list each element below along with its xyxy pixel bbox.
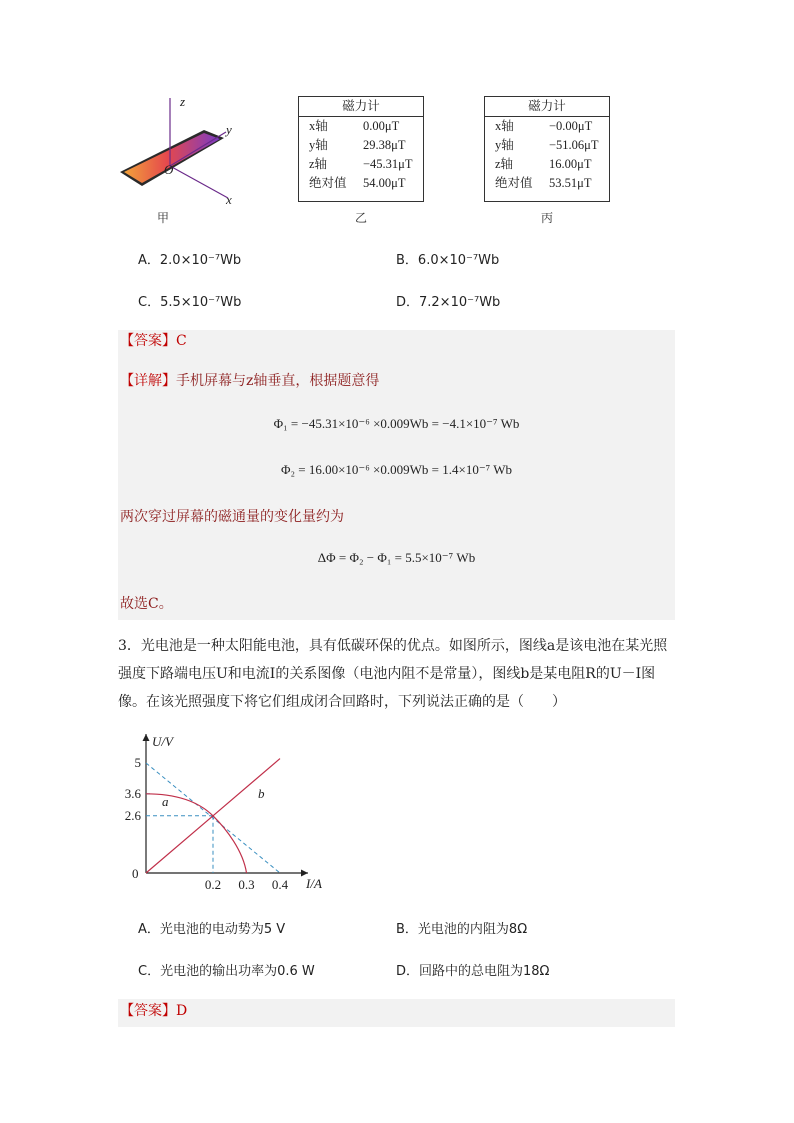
origin-label: 0 — [132, 866, 139, 881]
equation-delta-phi: ΔΦ = Φ₂ − Φ₁ = 5.5×10⁻⁷ Wb — [317, 550, 476, 565]
x-axis-label: I/A — [306, 876, 322, 891]
caption-jia: 甲 — [157, 211, 170, 225]
axis-y-label: y — [226, 122, 232, 137]
detail-tag: 【详解】 — [120, 373, 176, 389]
detail-text: 手机屏幕与z轴垂直，根据题意得 — [176, 373, 380, 389]
option-c[interactable]: C．5.5×10⁻⁷Wb — [138, 295, 242, 310]
y-tick-5: 5 — [134, 755, 141, 770]
y-axis-label: U/V — [152, 734, 173, 749]
x-tick-0.4: 0.4 — [271, 877, 289, 892]
equation-phi2: Φ₂ = 16.00×10⁻⁶ ×0.009Wb = 1.4×10⁻⁷ Wb — [280, 462, 513, 477]
table-row: x轴 0.00μT — [309, 119, 400, 133]
x-tick-0.3: 0.3 — [238, 877, 255, 892]
option-b[interactable]: B．6.0×10⁻⁷Wb — [396, 253, 500, 268]
option-a[interactable]: A．2.0×10⁻⁷Wb — [138, 253, 242, 268]
line-b-label: b — [258, 786, 265, 801]
table-row: z轴 16.00μT — [495, 157, 592, 171]
u-i-chart — [118, 728, 348, 898]
q3-option-c[interactable]: C．光电池的输出功率为0.6 W — [138, 964, 315, 979]
detail-line — [120, 371, 379, 391]
magnetometer-table-bing — [484, 96, 610, 202]
q3-answer-panel — [118, 999, 675, 1027]
q3-option-a[interactable]: A．光电池的电动势为5 V — [138, 922, 286, 937]
table-row: 绝对值 54.00μT — [309, 176, 406, 190]
x-tick-0.2: 0.2 — [204, 877, 222, 892]
table-row: 绝对值 53.51μT — [495, 176, 592, 190]
table-row: x轴 −0.00μT — [495, 119, 593, 133]
answer-value: D — [176, 1003, 188, 1019]
axis-z-label: z — [180, 94, 186, 109]
table-row: y轴 29.38μT — [309, 138, 406, 152]
q3-option-b[interactable]: B．光电池的内阻为8Ω — [396, 922, 528, 937]
question-3-stem: 3．光电池是一种太阳能电池，具有低碳环保的优点。如图所示，图线a是该电池在某光照强度下路端电压U和电流I的关系图像（电池内阻不是常量），图线b是某电阻R的U－I图像。在该光照强度下将它们组成闭合回路时，下列说法正确的是（ ） — [118, 638, 668, 710]
axis-x-label: x — [226, 192, 232, 207]
y-tick-2.6: 2.6 — [124, 807, 141, 823]
answer-value: C — [176, 333, 187, 349]
explanation-text: 两次穿过屏幕的磁通量的变化量约为 — [120, 509, 344, 525]
answer-line — [120, 331, 187, 351]
line-b — [146, 759, 280, 873]
answer-tag: 【答案】 — [120, 333, 176, 349]
equation-phi1: Φ₁ = −45.31×10⁻⁶ ×0.009Wb = −4.1×10⁻⁷ Wb — [273, 416, 520, 431]
caption-yi: 乙 — [355, 211, 368, 225]
option-d[interactable]: D．7.2×10⁻⁷Wb — [396, 295, 501, 310]
answer-tag: 【答案】 — [120, 1003, 176, 1019]
table-row: z轴 −45.31μT — [309, 157, 413, 171]
table-row: y轴 −51.06μT — [495, 138, 599, 152]
caption-bing: 丙 — [541, 211, 554, 225]
phone-figure — [112, 90, 252, 208]
q3-option-d[interactable]: D．回路中的总电阻为18Ω — [396, 964, 550, 979]
origin-label: O — [164, 162, 174, 177]
table-title: 磁力计 — [299, 97, 423, 117]
curve-a-label: a — [162, 794, 169, 809]
magnetometer-table-yi — [298, 96, 424, 202]
conclusion-text: 故选C。 — [120, 596, 173, 612]
q3-answer-line — [120, 1001, 187, 1021]
y-tick-3.6: 3.6 — [124, 785, 141, 801]
table-title: 磁力计 — [485, 97, 609, 117]
